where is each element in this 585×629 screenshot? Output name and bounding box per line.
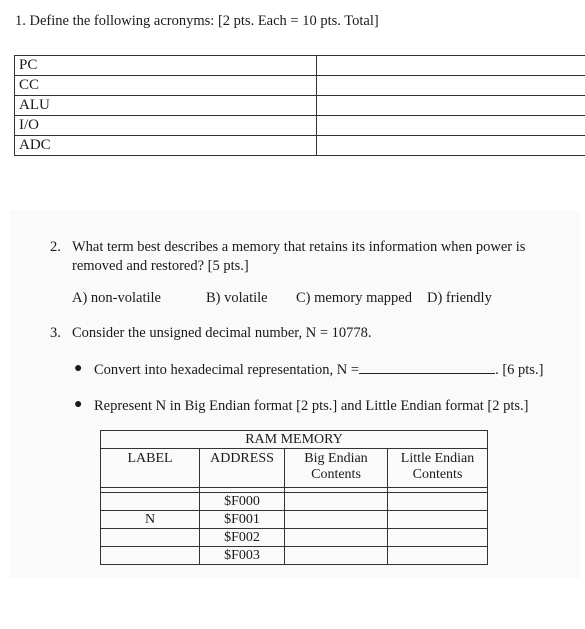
address-cell: $F002 <box>200 529 285 547</box>
question-3-text: Consider the unsigned decimal number, N = 10778. <box>72 325 372 341</box>
table-row <box>15 96 585 116</box>
question-3-number: 3. <box>50 325 61 341</box>
little-endian-cell[interactable] <box>388 511 488 529</box>
acronym-cell: I/O <box>15 116 317 136</box>
little-endian-cell[interactable] <box>388 493 488 511</box>
table-row <box>15 56 585 76</box>
table-row <box>101 511 488 529</box>
table-row <box>101 449 488 488</box>
table-row <box>15 116 585 136</box>
table-row <box>15 136 585 156</box>
acronym-cell: ADC <box>15 136 317 156</box>
bullet-2-text: Represent N in Big Endian format [2 pts.] and Little Endian format [2 pts.] <box>94 398 529 414</box>
acronym-cell: ALU <box>15 96 317 116</box>
header-little-endian <box>388 449 488 488</box>
label-cell <box>101 529 200 547</box>
address-cell: $F003 <box>200 547 285 565</box>
option-b[interactable]: B) volatile <box>206 290 268 306</box>
acronym-table <box>14 55 585 156</box>
big-endian-cell[interactable] <box>285 493 388 511</box>
option-c[interactable]: C) memory mapped <box>296 290 412 306</box>
table-row <box>101 547 488 565</box>
big-endian-cell[interactable] <box>285 511 388 529</box>
label-cell: N <box>101 511 200 529</box>
ram-memory-table <box>100 430 488 565</box>
address-cell: $F000 <box>200 493 285 511</box>
answer-blank[interactable] <box>359 361 495 374</box>
bullet-1-text <box>94 360 543 380</box>
acronym-cell: PC <box>15 56 317 76</box>
header-little-endian-line-2: Contents <box>412 467 463 482</box>
definition-cell[interactable] <box>317 76 585 96</box>
table-row <box>101 493 488 511</box>
table-row <box>101 431 488 449</box>
bullet-1-prefix: Convert into hexadecimal representation, N = <box>94 362 360 378</box>
table-row <box>101 529 488 547</box>
address-cell: $F001 <box>200 511 285 529</box>
header-big-endian-line-2: Contents <box>311 467 361 482</box>
big-endian-cell[interactable] <box>285 547 388 565</box>
big-endian-cell[interactable] <box>285 529 388 547</box>
table-row <box>15 76 585 96</box>
definition-cell[interactable] <box>317 96 585 116</box>
question-1-title: 1. Define the following acronyms: [2 pts. Each = 10 pts. Total] <box>15 13 379 29</box>
definition-cell[interactable] <box>317 56 585 76</box>
header-address: ADDRESS <box>200 449 285 488</box>
option-d[interactable]: D) friendly <box>427 290 492 306</box>
definition-cell[interactable] <box>317 116 585 136</box>
question-2-number: 2. <box>50 239 61 255</box>
question-2-line-1: What term best describes a memory that retains its information when power is <box>72 239 526 255</box>
bullet-icon: ● <box>74 397 83 412</box>
header-big-endian <box>285 449 388 488</box>
little-endian-cell[interactable] <box>388 529 488 547</box>
header-little-endian-line-1: Little Endian <box>400 451 475 466</box>
question-2-line-2: removed and restored? [5 pts.] <box>72 258 249 274</box>
header-label: LABEL <box>101 449 200 488</box>
definition-cell[interactable] <box>317 136 585 156</box>
bullet-1-suffix: . [6 pts.] <box>495 362 544 378</box>
ram-table-title: RAM MEMORY <box>101 431 488 449</box>
label-cell <box>101 547 200 565</box>
header-big-endian-line-1: Big Endian <box>304 451 368 466</box>
acronym-cell: CC <box>15 76 317 96</box>
option-a[interactable]: A) non-volatile <box>72 290 161 306</box>
label-cell <box>101 493 200 511</box>
bullet-icon: ● <box>74 361 83 376</box>
little-endian-cell[interactable] <box>388 547 488 565</box>
